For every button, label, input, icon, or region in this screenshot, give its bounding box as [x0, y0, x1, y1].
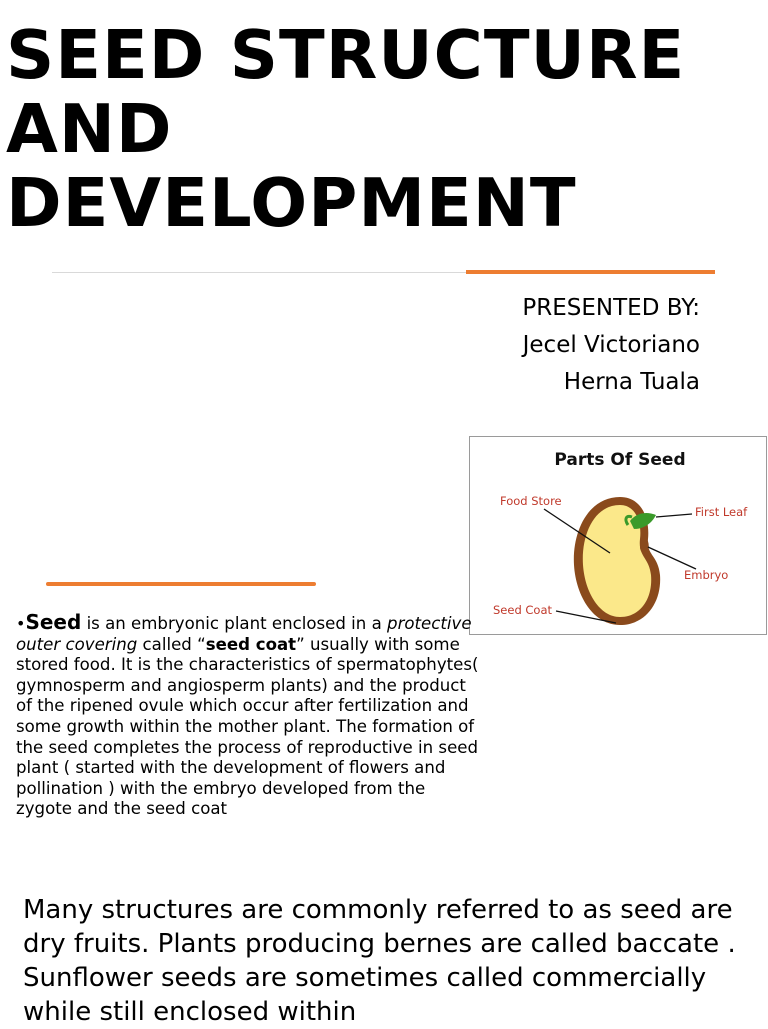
- page-title: [6, 18, 746, 240]
- definition-italic-text: protective outer covering: [16, 614, 472, 654]
- parts-of-seed-diagram: [469, 436, 767, 635]
- seed-structures-paragraph: Many structures are commonly referred to as seed are dry fruits. Plants producing bernes are called baccate . Sunflower seeds are sometimes called commercially while still enclosed within: [23, 895, 736, 1027]
- section-accent-rule: [46, 582, 316, 586]
- diagram-title: Parts Of Seed: [554, 450, 686, 470]
- definition-text: called “: [137, 634, 206, 654]
- title-accent-rule: [466, 270, 715, 274]
- presenter-name: Herna Tuala: [563, 369, 700, 395]
- seed-term: Seed: [25, 610, 82, 634]
- definition-text: is an embryonic plant enclosed in a: [81, 614, 388, 633]
- title-line-3: DEVELOPMENT: [6, 164, 577, 242]
- first-leaf-label: First Leaf: [695, 505, 748, 519]
- bullet: •: [16, 614, 26, 633]
- title-line-1: SEED STRUCTURE: [6, 16, 686, 94]
- presented-by-label: PRESENTED BY:: [522, 295, 700, 321]
- food-store-label: Food Store: [500, 494, 562, 508]
- title-line-2: AND: [6, 90, 173, 168]
- embryo-label: Embryo: [684, 568, 729, 582]
- seed-definition-paragraph: [16, 612, 486, 820]
- presenter-name: Jecel Victoriano: [522, 332, 700, 358]
- first-leaf-pointer: [656, 514, 692, 517]
- definition-text: ” usually with some stored food. It is the characteristics of spermatophytes( gymnosperm and angiosperm plants) and the product of the ripened ovule which occur after fertilization and some growth within the mother plant. The formation of the seed completes the process of reproductive in seed plant ( started with the development of flowers and pollination ) with the embryo developed from the zygote and the seed coat: [16, 634, 479, 819]
- seed-illustration: [470, 437, 766, 634]
- presenters-block: [522, 290, 700, 401]
- seed-coat-label: Seed Coat: [493, 603, 553, 617]
- seed-coat-term: seed coat: [205, 634, 297, 654]
- title-divider: [52, 272, 466, 273]
